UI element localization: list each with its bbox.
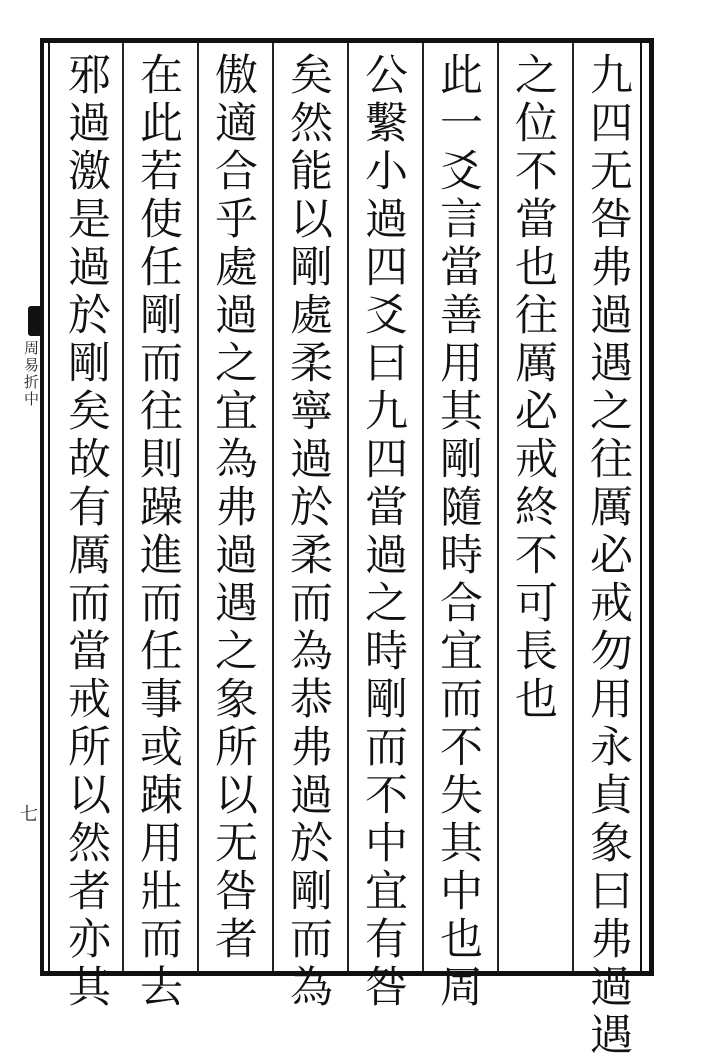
page-border-right-edge [640, 38, 654, 976]
text-column-5: 矣然能以剛處柔寧過於柔而為恭弗過於剛而為 [283, 52, 333, 1012]
column-divider [572, 43, 574, 971]
text-column-3: 此一爻言當善用其剛隨時合宜而不失其中也周 [433, 52, 483, 1012]
column-divider [422, 43, 424, 971]
text-column-2: 之位不當也往厲必戒終不可長也 [508, 52, 558, 724]
text-column-8: 邪過激是過於剛矣故有厲而當戒所以然者亦其 [61, 52, 111, 1012]
text-column-1: 九四无咎弗過遇之往厲必戒勿用永貞象曰弗過遇 [583, 52, 633, 1060]
fold-fishtail-mark [28, 306, 42, 336]
margin-gutter [40, 43, 50, 971]
column-divider [272, 43, 274, 971]
margin-fold-title: 周易折中 [22, 340, 40, 408]
column-divider [197, 43, 199, 971]
text-column-6: 傲適合乎處過之宜為弗過遇之象所以无咎者 [208, 52, 258, 964]
margin-page-mark: 七 [20, 804, 38, 825]
column-divider [497, 43, 499, 971]
column-divider [122, 43, 124, 971]
column-divider [347, 43, 349, 971]
text-column-4: 公繫小過四爻曰九四當過之時剛而不中宜有咎 [358, 52, 408, 1012]
text-column-7: 在此若使任剛而往則躁進而任事或踈用壯而去 [133, 52, 183, 1012]
